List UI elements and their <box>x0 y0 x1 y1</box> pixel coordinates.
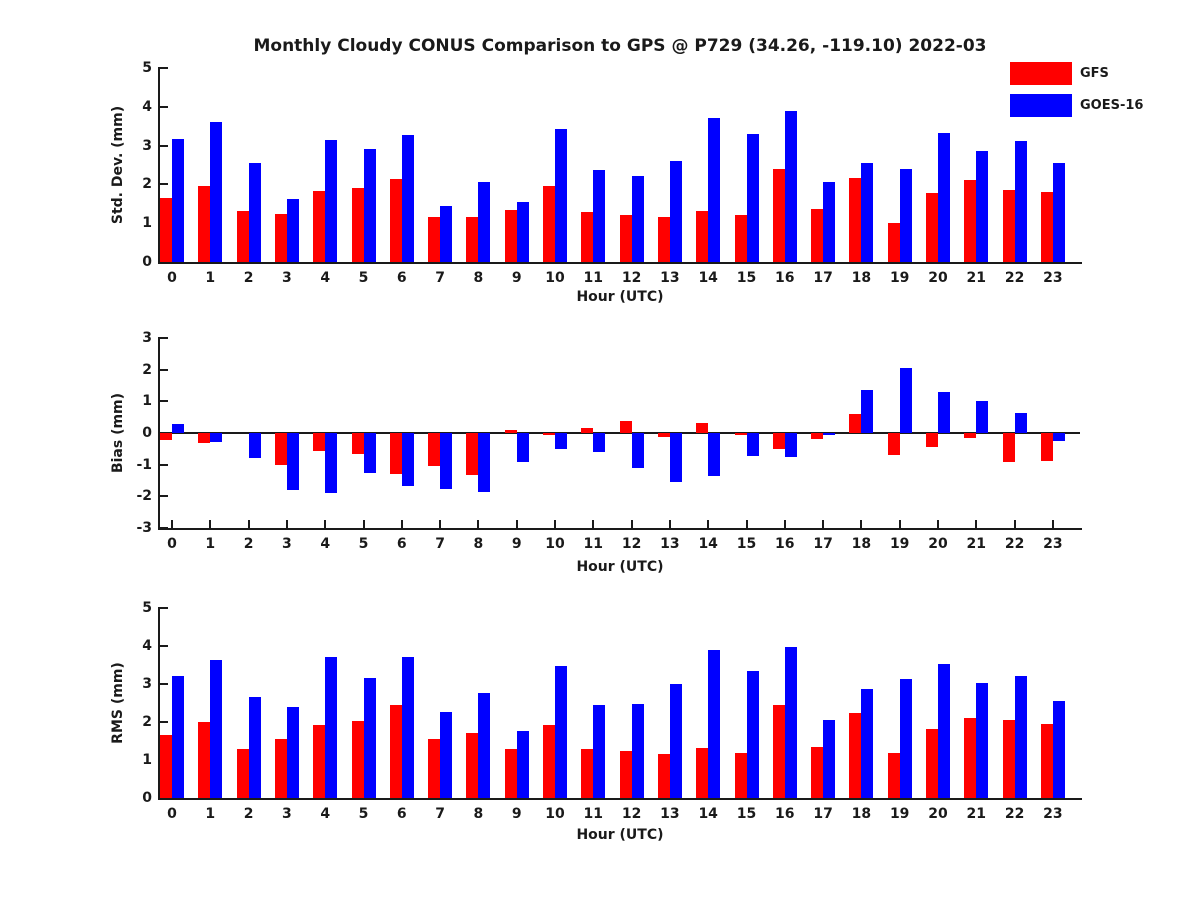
x-tick-label: 22 <box>1004 806 1025 822</box>
bar-goes-16-h9 <box>517 433 529 462</box>
y-tick-label: -2 <box>136 488 152 505</box>
x-tick-label: 22 <box>1004 270 1025 286</box>
bar-gfs-h1 <box>198 433 210 443</box>
bar-gfs-h0 <box>160 433 172 440</box>
bar-gfs-h22 <box>1003 720 1015 798</box>
x-tick-mark <box>822 520 824 528</box>
bar-goes-16-h17 <box>823 433 835 435</box>
bar-goes-16-h18 <box>861 390 873 433</box>
x-tick-label: 14 <box>698 270 718 286</box>
x-tick-mark <box>171 520 173 528</box>
bar-goes-16-h12 <box>632 176 644 262</box>
legend-swatch-gfs <box>1010 62 1072 85</box>
x-tick-mark <box>669 520 671 528</box>
bar-goes-16-h23 <box>1053 163 1065 262</box>
bar-gfs-h15 <box>735 753 747 798</box>
y-tick-label: 1 <box>142 393 152 410</box>
bar-gfs-h19 <box>888 753 900 798</box>
bar-goes-16-h10 <box>555 129 567 262</box>
bar-goes-16-h13 <box>670 433 682 482</box>
x-tick-label: 12 <box>621 270 642 286</box>
bar-gfs-h21 <box>964 433 976 438</box>
bar-gfs-h14 <box>696 748 708 798</box>
x-tick-label: 13 <box>660 536 680 552</box>
x-tick-label: 1 <box>205 536 216 552</box>
bar-gfs-h21 <box>964 718 976 798</box>
y-tick-label: 1 <box>142 215 152 232</box>
bar-goes-16-h15 <box>747 433 759 456</box>
x-axis-label-bottom: Hour (UTC) <box>576 827 664 843</box>
bar-gfs-h16 <box>773 169 785 262</box>
bar-gfs-h4 <box>313 191 325 262</box>
bar-gfs-h13 <box>658 433 670 437</box>
x-tick-label: 16 <box>775 806 795 822</box>
y-tick-mark <box>160 432 168 434</box>
x-tick-mark <box>477 520 479 528</box>
bar-goes-16-h21 <box>976 683 988 798</box>
bar-gfs-h3 <box>275 214 287 263</box>
x-tick-label: 5 <box>358 536 369 552</box>
bar-goes-16-h22 <box>1015 676 1027 798</box>
bar-goes-16-h10 <box>555 433 567 449</box>
x-tick-label: 8 <box>473 536 484 552</box>
bar-goes-16-h23 <box>1053 433 1065 441</box>
y-axis-line <box>158 337 160 530</box>
y-tick-label: -3 <box>136 520 152 536</box>
bar-goes-16-h16 <box>785 433 797 457</box>
x-tick-label: 8 <box>473 270 484 286</box>
bar-gfs-h1 <box>198 722 210 798</box>
bar-goes-16-h9 <box>517 202 529 262</box>
bar-gfs-h12 <box>620 421 632 433</box>
x-tick-label: 5 <box>358 270 369 286</box>
y-tick-mark <box>160 400 168 402</box>
bar-gfs-h23 <box>1041 192 1053 262</box>
x-tick-label: 9 <box>511 270 522 286</box>
x-tick-mark <box>1052 520 1054 528</box>
x-tick-label: 18 <box>851 806 872 822</box>
bar-goes-16-h16 <box>785 111 797 262</box>
x-tick-label: 9 <box>511 806 522 822</box>
x-tick-mark <box>286 520 288 528</box>
bar-gfs-h3 <box>275 739 287 798</box>
x-tick-mark <box>324 520 326 528</box>
bar-goes-16-h7 <box>440 206 452 262</box>
x-tick-label: 10 <box>545 806 565 822</box>
x-tick-label: 2 <box>243 270 254 286</box>
bar-goes-16-h21 <box>976 151 988 262</box>
x-axis-line <box>158 262 1082 264</box>
x-tick-label: 17 <box>813 536 833 552</box>
bar-goes-16-h9 <box>517 731 529 798</box>
x-tick-label: 6 <box>396 270 407 286</box>
x-axis-label-middle: Hour (UTC) <box>576 559 664 575</box>
x-tick-mark <box>631 520 633 528</box>
x-tick-label: 0 <box>167 806 177 822</box>
bar-goes-16-h0 <box>172 424 184 433</box>
bar-gfs-h1 <box>198 186 210 262</box>
x-tick-label: 10 <box>545 536 565 552</box>
x-tick-label: 5 <box>358 806 369 822</box>
bar-gfs-h17 <box>811 209 823 262</box>
bar-goes-16-h18 <box>861 689 873 798</box>
bar-gfs-h6 <box>390 705 402 798</box>
x-tick-label: 20 <box>928 270 948 286</box>
chart-title: Monthly Cloudy CONUS Comparison to GPS @ P729 (34.26, -119.10) 2022-03 <box>253 36 987 56</box>
bar-goes-16-h11 <box>593 705 605 798</box>
bar-goes-16-h16 <box>785 647 797 798</box>
bar-gfs-h9 <box>505 749 517 798</box>
x-tick-label: 19 <box>889 270 910 286</box>
bar-goes-16-h1 <box>210 122 222 262</box>
x-tick-label: 10 <box>545 270 565 286</box>
x-tick-label: 14 <box>698 536 718 552</box>
x-tick-label: 14 <box>698 806 718 822</box>
bar-goes-16-h3 <box>287 433 299 490</box>
bar-gfs-h17 <box>811 433 823 439</box>
y-tick-mark <box>160 369 168 371</box>
x-tick-mark <box>1014 520 1016 528</box>
bar-gfs-h12 <box>620 215 632 262</box>
bar-goes-16-h8 <box>478 182 490 262</box>
bar-gfs-h17 <box>811 747 823 798</box>
x-tick-label: 7 <box>435 806 445 822</box>
x-tick-label: 11 <box>583 270 604 286</box>
legend-swatch-goes16 <box>1010 94 1072 117</box>
bar-gfs-h7 <box>428 739 440 798</box>
bar-goes-16-h5 <box>364 149 376 262</box>
legend-label-gfs: GFS <box>1080 66 1109 81</box>
bar-gfs-h22 <box>1003 433 1015 462</box>
bar-gfs-h11 <box>581 749 593 798</box>
y-tick-label: 5 <box>142 60 152 76</box>
bar-gfs-h6 <box>390 179 402 262</box>
bar-goes-16-h19 <box>900 679 912 798</box>
x-tick-label: 20 <box>928 806 948 822</box>
x-tick-label: 2 <box>243 806 254 822</box>
legend-label-goes16: GOES-16 <box>1080 98 1144 113</box>
x-tick-mark <box>401 520 403 528</box>
x-tick-label: 8 <box>473 806 484 822</box>
y-tick-label: 4 <box>142 638 152 654</box>
x-tick-label: 7 <box>435 270 445 286</box>
x-tick-label: 22 <box>1004 536 1025 552</box>
y-tick-mark <box>160 145 168 147</box>
bar-goes-16-h4 <box>325 140 337 262</box>
bar-goes-16-h13 <box>670 684 682 798</box>
bar-gfs-h10 <box>543 433 555 435</box>
bar-gfs-h13 <box>658 217 670 262</box>
x-tick-label: 12 <box>621 806 642 822</box>
y-tick-mark <box>160 261 168 263</box>
x-tick-label: 17 <box>813 806 833 822</box>
y-tick-mark <box>160 495 168 497</box>
x-tick-label: 12 <box>621 536 642 552</box>
bar-goes-16-h14 <box>708 118 720 262</box>
x-axis-line <box>158 528 1082 530</box>
bar-goes-16-h2 <box>249 433 261 458</box>
bar-goes-16-h8 <box>478 693 490 798</box>
bar-gfs-h2 <box>237 749 249 798</box>
x-tick-label: 6 <box>396 806 407 822</box>
bar-gfs-h16 <box>773 705 785 798</box>
bar-gfs-h10 <box>543 725 555 798</box>
bar-goes-16-h4 <box>325 433 337 493</box>
y-tick-label: 2 <box>142 176 152 193</box>
bar-gfs-h12 <box>620 751 632 798</box>
bar-gfs-h23 <box>1041 433 1053 461</box>
bar-goes-16-h22 <box>1015 141 1027 262</box>
bar-goes-16-h6 <box>402 433 414 486</box>
x-tick-label: 2 <box>243 536 254 552</box>
x-tick-label: 16 <box>775 270 795 286</box>
x-tick-label: 6 <box>396 536 407 552</box>
y-tick-label: 0 <box>142 254 152 270</box>
x-tick-label: 4 <box>320 270 331 286</box>
y-tick-label: -1 <box>136 456 152 473</box>
x-tick-label: 3 <box>282 806 292 822</box>
bar-gfs-h23 <box>1041 724 1053 798</box>
y-tick-mark <box>160 67 168 69</box>
bar-gfs-h7 <box>428 217 440 262</box>
bar-gfs-h7 <box>428 433 440 466</box>
x-tick-mark <box>784 520 786 528</box>
x-tick-label: 3 <box>282 536 292 552</box>
bar-gfs-h11 <box>581 212 593 262</box>
bar-goes-16-h7 <box>440 712 452 798</box>
bar-goes-16-h0 <box>172 676 184 798</box>
x-tick-label: 23 <box>1043 806 1063 822</box>
x-tick-mark <box>975 520 977 528</box>
x-tick-label: 11 <box>583 536 604 552</box>
y-tick-mark <box>160 464 168 466</box>
bar-gfs-h18 <box>849 713 861 798</box>
bar-gfs-h15 <box>735 433 747 435</box>
bar-goes-16-h7 <box>440 433 452 489</box>
bar-goes-16-h14 <box>708 433 720 476</box>
bar-gfs-h18 <box>849 178 861 262</box>
bar-gfs-h2 <box>237 211 249 262</box>
bar-gfs-h8 <box>466 217 478 262</box>
bar-goes-16-h15 <box>747 671 759 798</box>
bar-goes-16-h14 <box>708 650 720 798</box>
y-tick-label: 1 <box>142 752 152 768</box>
bar-gfs-h11 <box>581 428 593 433</box>
y-tick-mark <box>160 527 168 529</box>
bar-goes-16-h17 <box>823 182 835 262</box>
bar-goes-16-h15 <box>747 134 759 262</box>
x-tick-label: 18 <box>851 270 872 286</box>
x-tick-mark <box>363 520 365 528</box>
x-tick-label: 17 <box>813 270 833 286</box>
x-tick-label: 0 <box>167 536 177 552</box>
y-tick-label: 0 <box>142 790 152 806</box>
x-tick-mark <box>209 520 211 528</box>
y-axis-line <box>158 67 160 264</box>
bar-goes-16-h20 <box>938 133 950 262</box>
y-tick-mark <box>160 337 168 339</box>
x-tick-label: 23 <box>1043 270 1063 286</box>
y-axis-line <box>158 607 160 800</box>
bar-goes-16-h6 <box>402 135 414 262</box>
x-tick-label: 0 <box>167 270 177 286</box>
bar-gfs-h13 <box>658 754 670 798</box>
bar-goes-16-h18 <box>861 163 873 262</box>
x-tick-mark <box>439 520 441 528</box>
bar-gfs-h22 <box>1003 190 1015 262</box>
bar-goes-16-h1 <box>210 660 222 798</box>
bar-goes-16-h6 <box>402 657 414 798</box>
bar-gfs-h9 <box>505 430 517 433</box>
bar-gfs-h5 <box>352 433 364 454</box>
x-tick-mark <box>707 520 709 528</box>
bar-goes-16-h5 <box>364 678 376 798</box>
x-tick-label: 23 <box>1043 536 1063 552</box>
bar-gfs-h0 <box>160 198 172 262</box>
zero-line <box>160 432 1080 434</box>
bar-gfs-h14 <box>696 423 708 433</box>
bar-gfs-h6 <box>390 433 402 474</box>
bar-goes-16-h4 <box>325 657 337 798</box>
bar-gfs-h18 <box>849 414 861 433</box>
x-axis-label-top: Hour (UTC) <box>576 289 664 305</box>
x-tick-label: 13 <box>660 806 680 822</box>
bar-gfs-h4 <box>313 433 325 451</box>
bar-gfs-h16 <box>773 433 785 449</box>
x-tick-label: 21 <box>966 806 987 822</box>
x-tick-label: 13 <box>660 270 680 286</box>
y-tick-label: 3 <box>142 330 152 346</box>
bar-gfs-h5 <box>352 188 364 262</box>
bar-goes-16-h21 <box>976 401 988 433</box>
x-tick-label: 1 <box>205 806 216 822</box>
x-tick-mark <box>554 520 556 528</box>
x-tick-mark <box>937 520 939 528</box>
x-tick-label: 19 <box>889 536 910 552</box>
y-tick-mark <box>160 607 168 609</box>
bar-goes-16-h17 <box>823 720 835 798</box>
bar-gfs-h20 <box>926 433 938 447</box>
y-tick-mark <box>160 645 168 647</box>
bar-goes-16-h12 <box>632 704 644 798</box>
bar-gfs-h19 <box>888 433 900 455</box>
y-tick-mark <box>160 721 168 723</box>
y-tick-mark <box>160 106 168 108</box>
bar-gfs-h20 <box>926 193 938 262</box>
x-tick-label: 19 <box>889 806 910 822</box>
x-tick-mark <box>899 520 901 528</box>
y-axis-label-rms: RMS (mm) <box>110 662 126 744</box>
y-tick-mark <box>160 222 168 224</box>
bar-goes-16-h19 <box>900 368 912 433</box>
bar-gfs-h20 <box>926 729 938 798</box>
y-tick-label: 0 <box>142 425 152 441</box>
y-tick-mark <box>160 759 168 761</box>
bar-gfs-h19 <box>888 223 900 262</box>
y-tick-label: 2 <box>142 361 152 378</box>
bar-gfs-h3 <box>275 433 287 465</box>
bar-gfs-h8 <box>466 433 478 475</box>
bar-goes-16-h11 <box>593 433 605 452</box>
x-tick-label: 4 <box>320 806 331 822</box>
bar-goes-16-h3 <box>287 707 299 798</box>
bar-gfs-h21 <box>964 180 976 262</box>
y-tick-mark <box>160 797 168 799</box>
bar-goes-16-h23 <box>1053 701 1065 798</box>
bar-goes-16-h13 <box>670 161 682 262</box>
x-tick-label: 15 <box>736 806 757 822</box>
y-tick-label: 3 <box>142 137 152 154</box>
x-tick-label: 3 <box>282 270 292 286</box>
bar-gfs-h5 <box>352 721 364 798</box>
y-tick-label: 5 <box>142 600 152 616</box>
bar-gfs-h8 <box>466 733 478 798</box>
bar-gfs-h9 <box>505 210 517 262</box>
bar-goes-16-h2 <box>249 697 261 798</box>
y-tick-label: 3 <box>142 676 152 692</box>
y-tick-label: 2 <box>142 714 152 730</box>
y-axis-label-std-dev: Std. Dev. (mm) <box>110 105 126 225</box>
x-tick-mark <box>592 520 594 528</box>
bar-gfs-h0 <box>160 735 172 798</box>
bar-goes-16-h11 <box>593 170 605 262</box>
y-tick-mark <box>160 683 168 685</box>
bar-goes-16-h1 <box>210 433 222 442</box>
x-tick-label: 11 <box>583 806 604 822</box>
bar-goes-16-h22 <box>1015 413 1027 433</box>
x-tick-label: 15 <box>736 536 757 552</box>
x-axis-line <box>158 798 1082 800</box>
bar-goes-16-h19 <box>900 169 912 262</box>
y-axis-label-bias: Bias (mm) <box>110 392 126 474</box>
bar-goes-16-h20 <box>938 664 950 798</box>
x-tick-mark <box>248 520 250 528</box>
x-tick-mark <box>860 520 862 528</box>
y-tick-label: 4 <box>142 98 152 115</box>
x-tick-label: 7 <box>435 536 445 552</box>
bar-goes-16-h3 <box>287 199 299 262</box>
y-tick-mark <box>160 183 168 185</box>
bar-goes-16-h2 <box>249 163 261 262</box>
x-tick-mark <box>746 520 748 528</box>
x-tick-label: 21 <box>966 536 987 552</box>
bar-goes-16-h12 <box>632 433 644 468</box>
x-tick-label: 21 <box>966 270 987 286</box>
x-tick-label: 1 <box>205 270 216 286</box>
bar-goes-16-h8 <box>478 433 490 492</box>
x-tick-label: 4 <box>320 536 331 552</box>
x-tick-label: 20 <box>928 536 948 552</box>
bar-goes-16-h5 <box>364 433 376 473</box>
x-tick-label: 15 <box>736 270 757 286</box>
bar-gfs-h10 <box>543 186 555 262</box>
x-tick-label: 18 <box>851 536 872 552</box>
x-tick-label: 9 <box>511 536 522 552</box>
bar-goes-16-h0 <box>172 139 184 262</box>
bar-goes-16-h10 <box>555 666 567 798</box>
x-tick-mark <box>516 520 518 528</box>
bar-gfs-h4 <box>313 725 325 798</box>
bar-gfs-h15 <box>735 215 747 262</box>
bar-goes-16-h20 <box>938 392 950 433</box>
bar-gfs-h14 <box>696 211 708 262</box>
x-tick-label: 16 <box>775 536 795 552</box>
